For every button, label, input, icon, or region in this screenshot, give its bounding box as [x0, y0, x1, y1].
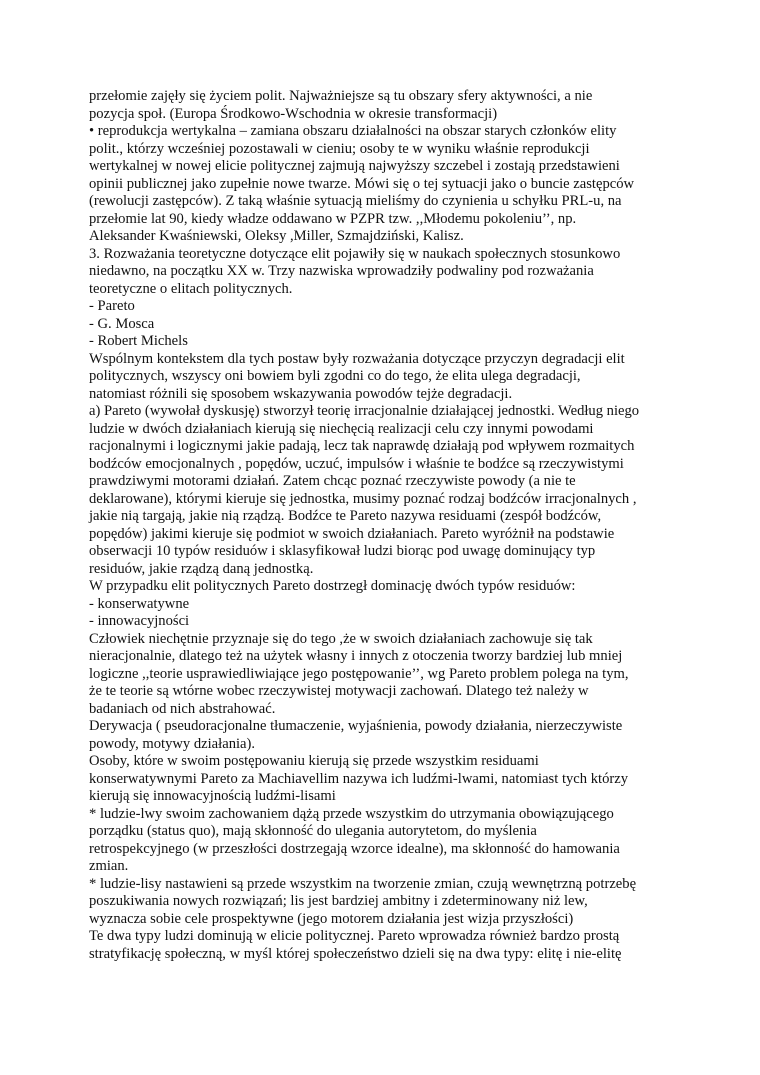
list-item: * ludzie-lwy swoim zachowaniem dążą przede wszystkim do utrzymania obowiązującego [89, 805, 614, 822]
text-line: konserwatywnymi Pareto za Machiavellim nazywa ich ludźmi-lwami, natomiast tych którzy [89, 770, 628, 787]
list-item: - konserwatywne [89, 595, 190, 612]
list-item: * ludzie-lisy nastawieni są przede wszystkim na tworzenie zmian, czują wewnętrzną potrzebę [89, 875, 637, 892]
text-line: badaniach od nich abstrahować. [89, 700, 276, 717]
text-line: polit., którzy wcześniej pozostawali w cieniu; osoby te w wyniku właśnie reprodukcji [89, 140, 590, 157]
text-line: powody, motywy działania). [89, 735, 256, 752]
document-page [89, 88, 689, 963]
list-item: - G. Mosca [89, 315, 155, 332]
text-line: prawdziwymi motorami działań. Zatem chcąc poznać rzeczywiste powody (a nie te [89, 473, 576, 489]
text-line: pozycja społ. (Europa Środkowo-Wschodnia w okresie transformacji) [89, 105, 498, 122]
text-line: ludzie w dwóch działaniach kierują się niechęcią realizacji celu czy innymi powodami [89, 420, 594, 437]
text-line: Derywacja ( pseudoracjonalne tłumaczenie, wyjaśnienia, powody działania, nierzeczywiste [89, 718, 623, 734]
text-line: niedawno, na początku XX w. Trzy nazwiska wprowadziły podwaliny pod rozważania [89, 263, 594, 279]
text-line: residuów, jakie rządzą daną jednostką. [89, 560, 314, 577]
text-line: obserwacji 10 typów residuów i sklasyfikował ludzi biorąc pod uwagę dominujący typ [89, 543, 596, 559]
text-line: Wspólnym kontekstem dla tych postaw były rozważania dotyczące przyczyn degradacji elit [89, 350, 625, 367]
text-line: Osoby, które w swoim postępowaniu kierują się przede wszystkim residuami [89, 753, 539, 769]
text-line: deklarowane), którymi kieruje się jednostka, musimy poznać rodzaj bodźców irracjonalnych , [89, 490, 637, 507]
text-line: przełomie lat 90, kiedy władze oddawano w PZPR tzw. ,,Młodemu pokoleniu’’, np. [89, 210, 577, 227]
text-line: stratyfikację społeczną, w myśl której społeczeństwo dzieli się na dwa typy: elitę i nie-elitę [89, 945, 622, 962]
list-item: - Pareto [89, 298, 135, 314]
text-line: wyznacza sobie cele prospektywne (jego motorem działania jest wizja przyszłości) [89, 910, 574, 927]
text-line: natomiast różnili się sposobem wskazywania powodów tejże degradacji. [89, 385, 513, 402]
text-line: poszukiwania nowych rozwiązań; lis jest bardziej ambitny i zdeterminowany niż lew, [89, 893, 588, 909]
text-line: racjonalnymi i logicznymi jakie padają, lecz tak naprawdę działają pod wpływem rozmaitych [89, 438, 635, 454]
text-line: popędów) jakimi kieruje się podmiot w swoich działaniach. Pareto wyróżnił na podstawie [89, 525, 615, 542]
text-line: 3. Rozważania teoretyczne dotyczące elit pojawiły się w naukach społecznych stosunkowo [89, 245, 621, 262]
text-line: (rewolucji zastępców). Z taką właśnie sytuacją mieliśmy do czynienia u schyłku PRL-u, na [89, 193, 622, 209]
list-item: - Robert Michels [89, 333, 188, 349]
text-line: W przypadku elit politycznych Pareto dostrzegł dominację dwóch typów residuów: [89, 578, 576, 594]
text-line: zmian. [89, 858, 129, 874]
text-line: przełomie zajęły się życiem polit. Najważniejsze są tu obszary sfery aktywności, a nie [89, 88, 593, 104]
text-line: opinii publicznej jako zupełnie nowe twarze. Mówi się o tej sytuacji jako o buncie zastępców [89, 175, 635, 192]
text-line: wertykalnej w nowej elicie politycznej zajmują najwyższy szczebel i zostają przedstawieni [89, 158, 620, 174]
text-line: retrospekcyjnego (w przeszłości dostrzegają wzorce idealne), ma skłonność do hamowania [89, 840, 620, 857]
text-line: nieracjonalnie, dlatego też na użytek własny i innych z otoczenia tworzy bardziej lub mniej [89, 648, 623, 664]
text-line: teoretyczne o elitach politycznych. [89, 280, 293, 297]
text-line: porządku (status quo), mają skłonność do ulegania autorytetom, do myślenia [89, 823, 537, 839]
text-line: Aleksander Kwaśniewski, Oleksy ,Miller, Szmajdziński, Kalisz. [89, 228, 464, 244]
text-line: • reprodukcja wertykalna – zamiana obszaru działalności na obszar starych członków elity [89, 123, 617, 139]
text-line: kierują się innowacyjnością ludźmi-lisami [89, 788, 336, 804]
text-line: a) Pareto (wywołał dyskusję) stworzył teorię irracjonalnie działającej jednostki. Według niego [89, 403, 640, 419]
text-line: jakie nią targają, jakie nią rządzą. Bodźce te Pareto nazywa residuami (zespół bodźców, [89, 508, 602, 524]
text-line: politycznych, wszyscy oni bowiem byli zgodni co do tego, że elita ulega degradacji, [89, 368, 581, 384]
text-line: Te dwa typy ludzi dominują w elicie politycznej. Pareto wprowadza również bardzo prostą [89, 928, 620, 944]
text-line: logiczne ,,teorie usprawiedliwiające jego postępowanie’’, wg Pareto problem polega na tym, [89, 665, 629, 682]
list-item: - innowacyjności [89, 613, 190, 629]
text-line: bodźców emocjonalnych , popędów, uczuć, impulsów i właśnie te bodźce są rzeczywistymi [89, 455, 624, 472]
text-line: Człowiek niechętnie przyznaje się do tego ,że w swoich działaniach zachowuje się tak [89, 630, 593, 647]
text-line: że te teorie są wtórne wobec rzeczywistej motywacji zachowań. Dlatego też należy w [89, 683, 589, 699]
